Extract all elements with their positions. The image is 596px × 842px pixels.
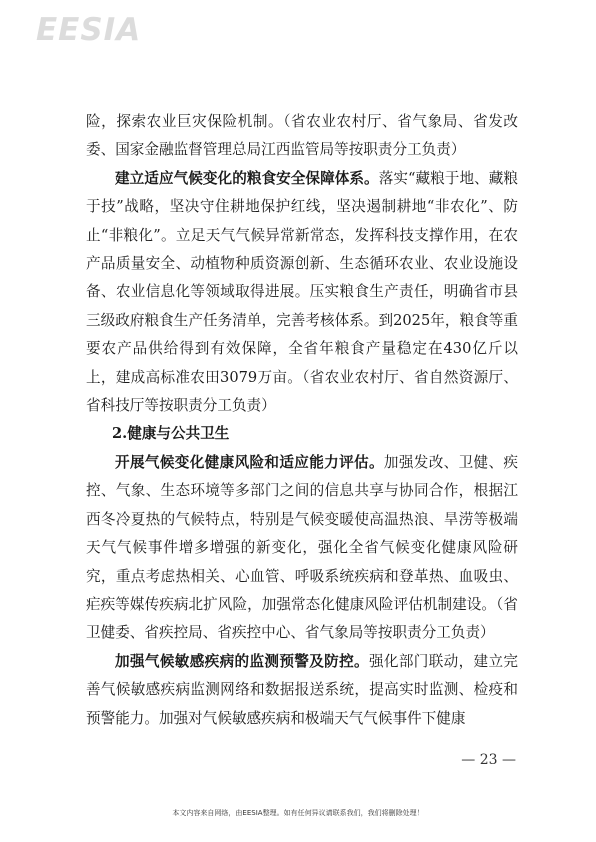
document-body [86, 108, 518, 733]
footer-disclaimer: 本文内容来自网络，由EESIA整理。如有任何异议请联系我们，我们将删除处理！ [172, 809, 424, 817]
paragraph-insurance-end: 险，探索农业巨灾保险机制。（省农业农村厅、省气象局、省发改委、国家金融监督管理总局江西监管局等按职责分工负责） [86, 113, 518, 159]
paragraph-disease-monitoring [86, 648, 518, 733]
paragraph-title: 开展气候变化健康风险和适应能力评估。 [115, 453, 384, 471]
eesia-logo: EESIA [36, 12, 142, 48]
paragraph-health-risk [86, 449, 518, 648]
paragraph-title: 加强气候敏感疾病的监测预警及防控。 [115, 652, 369, 670]
paragraph-text: 落实“藏粮于地、藏粮于技”战略，坚决守住耕地保护红线，坚决遏制耕地“非农化”、防止“非粮化”。立足天气气候异常新常态，发挥科技支撑作用，在农产品质量安全、动植物种质资源创新、生态循环农业、农业设施设备、农业信息化等领域取得进展。压实粮食生产责任，明确省市县三级政府粮食生产任务清单，完善考核体系。到2025年，粮食等重要农产品供给得到有效保障，全省年粮食产量稳定在430亿斤以上，建成高标准农田3079万亩。（省农业农村厅、省自然资源厅、省科技厅等按职责分工负责） [86, 169, 518, 415]
paragraph-text: 加强发改、卫健、疾控、气象、生态环境等多部门之间的信息共享与协同合作，根据江西冬冷夏热的气候特点，特别是气候变暖使高温热浪、旱涝等极端天气气候事件增多增强的新变化，强化全省气候变化健康风险研究，重点考虑热相关、心血管、呼吸系统疾病和登革热、血吸虫、疟疾等媒传疾病北扩风险，加强常态化健康风险评估机制建设。（省卫健委、省疾控局、省疾控中心、省气象局等按职责分工负责） [86, 453, 518, 642]
paragraph-title: 建立适应气候变化的粮食安全保障体系。 [115, 169, 379, 187]
paragraph-text: 强化部门联动，建立完善气候敏感疾病监测网络和数据报送系统，提高实时监测、检疫和预警能力。加强对气候敏感疾病和极端天气气候事件下健康 [86, 652, 518, 727]
page-number: — 23 — [461, 752, 516, 768]
section-heading: 2.健康与公共卫生 [112, 425, 230, 443]
paragraph-food-security [86, 165, 518, 421]
